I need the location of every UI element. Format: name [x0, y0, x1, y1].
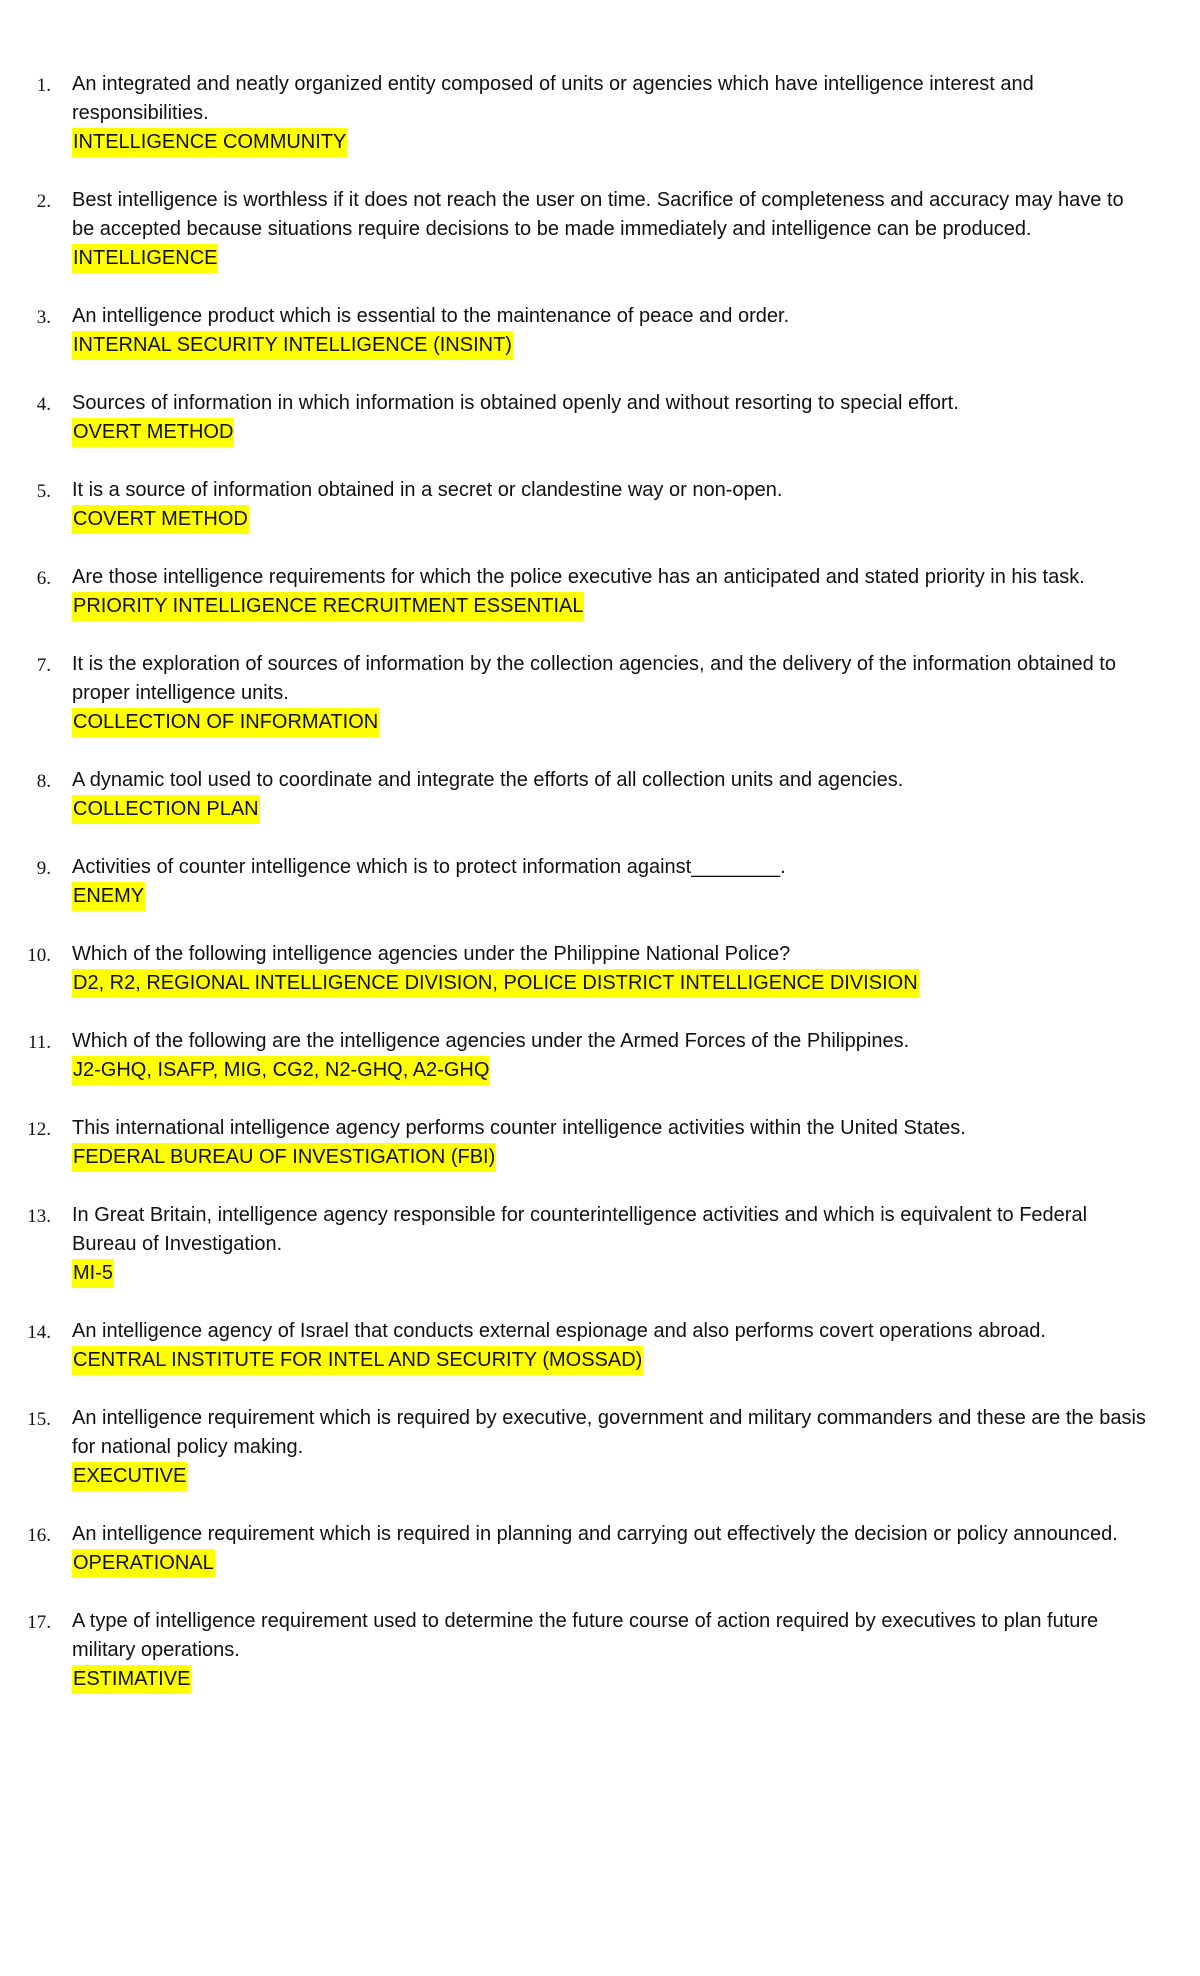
question-text: In Great Britain, intelligence agency responsible for counterintelligence activities and which is equivalent to Federal Bureau of Investigation.: [72, 1204, 1088, 1255]
question-number: 4.: [36, 394, 51, 415]
highlighted-answer: COLLECTION PLAN: [72, 795, 260, 824]
question-item: [0, 1027, 1200, 1085]
highlighted-answer: OPERATIONAL: [72, 1549, 215, 1578]
highlighted-answer: PRIORITY INTELLIGENCE RECRUITMENT ESSENTIAL: [72, 592, 584, 621]
question-item: [0, 1520, 1200, 1578]
question-text: A dynamic tool used to coordinate and integrate the efforts of all collection units and agencies.: [72, 769, 904, 791]
highlighted-answer: MI-5: [72, 1259, 114, 1288]
question-text: An intelligence requirement which is required in planning and carrying out effectively the decision or policy announced.: [72, 1523, 1118, 1545]
question-text: Activities of counter intelligence which is to protect information against________.: [72, 856, 786, 878]
question-text: Are those intelligence requirements for which the police executive has an anticipated and stated priority in his task.: [72, 566, 1085, 588]
question-number: 16.: [27, 1525, 51, 1546]
highlighted-answer: ESTIMATIVE: [72, 1665, 191, 1694]
question-number: 10.: [27, 945, 51, 966]
question-item: [0, 853, 1200, 911]
question-item: [0, 1317, 1200, 1375]
question-number: 3.: [36, 307, 51, 328]
question-item: [0, 70, 1200, 157]
question-item: [0, 940, 1200, 998]
question-item: [0, 389, 1200, 447]
question-number: 11.: [27, 1032, 51, 1053]
question-number: 8.: [36, 771, 51, 792]
question-text: An integrated and neatly organized entity composed of units or agencies which have intelligence interest and responsibilities.: [72, 73, 1034, 124]
question-item: [0, 563, 1200, 621]
question-item: [0, 302, 1200, 360]
question-number: 1.: [36, 75, 51, 96]
question-text: This international intelligence agency performs counter intelligence activities within the United States.: [72, 1117, 966, 1139]
question-number: 12.: [27, 1119, 51, 1140]
question-number: 5.: [36, 481, 51, 502]
question-number: 6.: [36, 568, 51, 589]
question-item: [0, 186, 1200, 273]
question-item: [0, 1404, 1200, 1491]
highlighted-answer: OVERT METHOD: [72, 418, 234, 447]
question-text: An intelligence requirement which is required by executive, government and military commanders and these are the basis for national policy making.: [72, 1407, 1146, 1458]
question-item: [0, 1201, 1200, 1288]
question-item: [0, 476, 1200, 534]
question-item: [0, 1607, 1200, 1694]
highlighted-answer: J2-GHQ, ISAFP, MIG, CG2, N2-GHQ, A2-GHQ: [72, 1056, 490, 1085]
question-text: An intelligence product which is essential to the maintenance of peace and order.: [72, 305, 790, 327]
question-number: 7.: [36, 655, 51, 676]
question-number: 9.: [36, 858, 51, 879]
question-item: [0, 1114, 1200, 1172]
question-text: Sources of information in which information is obtained openly and without resorting to special effort.: [72, 392, 959, 414]
highlighted-answer: FEDERAL BUREAU OF INVESTIGATION (FBI): [72, 1143, 496, 1172]
highlighted-answer: INTELLIGENCE: [72, 244, 218, 273]
highlighted-answer: COLLECTION OF INFORMATION: [72, 708, 379, 737]
question-number: 13.: [27, 1206, 51, 1227]
question-text: A type of intelligence requirement used to determine the future course of action required by executives to plan future military operations.: [72, 1610, 1099, 1661]
highlighted-answer: D2, R2, REGIONAL INTELLIGENCE DIVISION, POLICE DISTRICT INTELLIGENCE DIVISION: [72, 969, 919, 998]
highlighted-answer: INTERNAL SECURITY INTELLIGENCE (INSINT): [72, 331, 513, 360]
question-item: [0, 650, 1200, 737]
question-number: 2.: [36, 191, 51, 212]
question-number: 15.: [27, 1409, 51, 1430]
highlighted-answer: EXECUTIVE: [72, 1462, 187, 1491]
question-text: An intelligence agency of Israel that conducts external espionage and also performs covert operations abroad.: [72, 1320, 1046, 1342]
question-number: 14.: [27, 1322, 51, 1343]
question-text: Which of the following intelligence agencies under the Philippine National Police?: [72, 943, 791, 965]
highlighted-answer: ENEMY: [72, 882, 145, 911]
highlighted-answer: CENTRAL INSTITUTE FOR INTEL AND SECURITY (MOSSAD): [72, 1346, 643, 1375]
highlighted-answer: INTELLIGENCE COMMUNITY: [72, 128, 347, 157]
question-text: Which of the following are the intelligence agencies under the Armed Forces of the Philippines.: [72, 1030, 910, 1052]
highlighted-answer: COVERT METHOD: [72, 505, 249, 534]
question-text: It is the exploration of sources of information by the collection agencies, and the delivery of the information obtained to proper intelligence units.: [72, 653, 1116, 704]
question-item: [0, 766, 1200, 824]
question-text: It is a source of information obtained in a secret or clandestine way or non-open.: [72, 479, 783, 501]
question-list: [0, 70, 1200, 1723]
question-number: 17.: [27, 1612, 51, 1633]
question-text: Best intelligence is worthless if it does not reach the user on time. Sacrifice of completeness and accuracy may have to be accepted because situations require decisions to be made immediately and intelligence can be produced.: [72, 189, 1124, 240]
